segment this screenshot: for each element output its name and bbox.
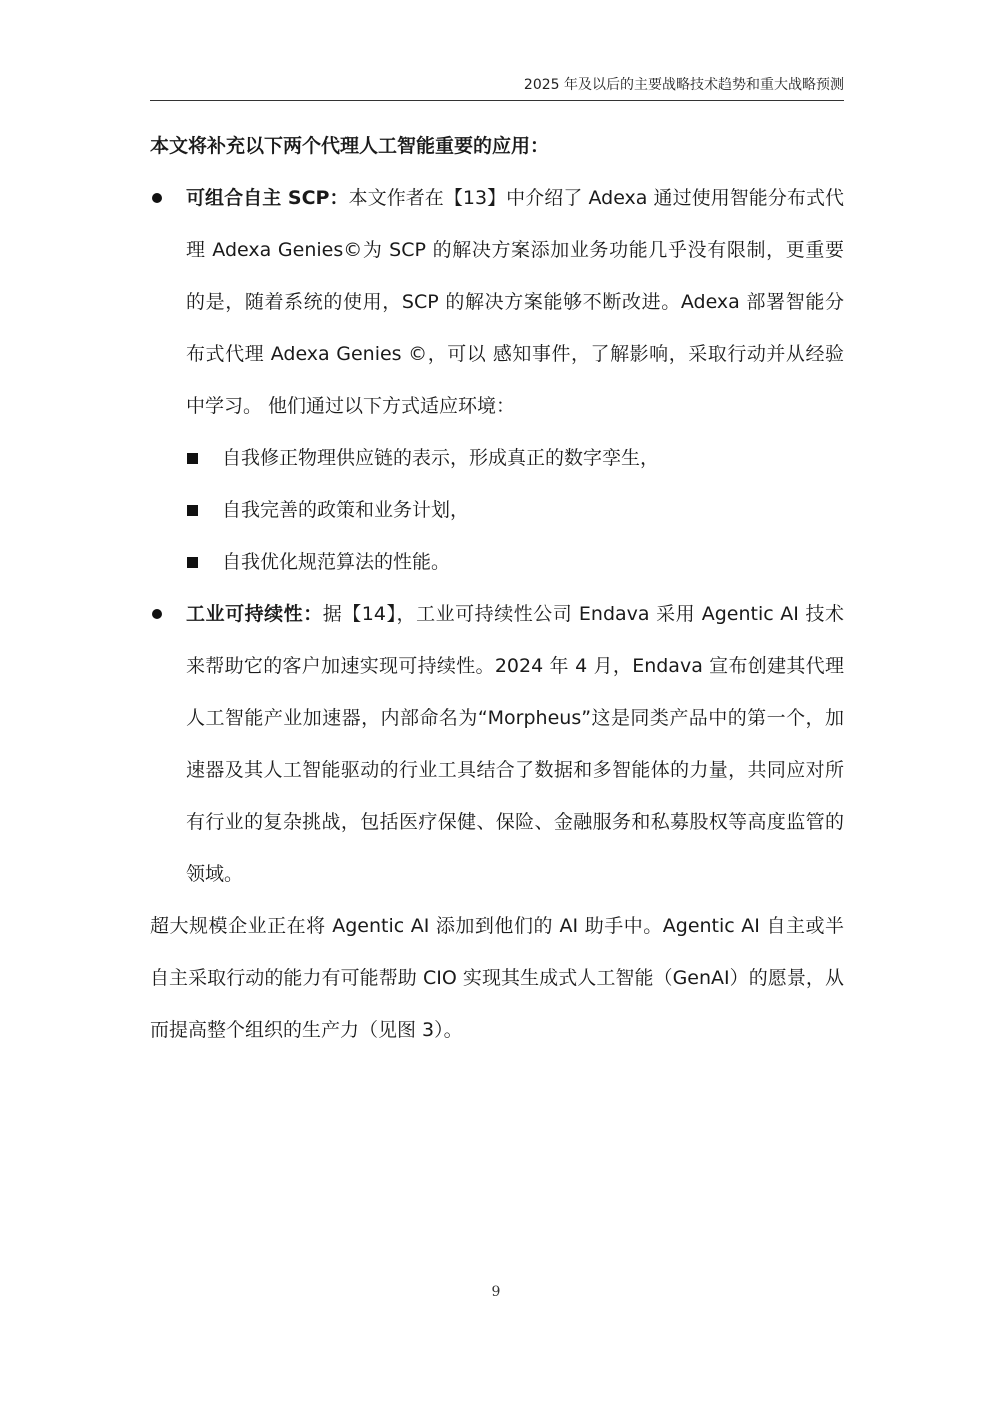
bullet-body: 本文作者在【13】中介绍了 Adexa 通过使用智能分布式代理 Adexa Genies©为 SCP 的解决方案添加业务功能几乎没有限制，更重要的是，随着系统的使用，SCP 的解决方案能够不断改进。Adexa 部署智能分布式代理 Adexa Genies ©，可以 感知事件，了解影响，采取行动并从经验中学习。 他们通过以下方式适应环境：	[186, 187, 845, 417]
sub-list-item-text: 自我完善的政策和业务计划，	[222, 499, 470, 521]
intro-heading: 本文将补充以下两个代理人工智能重要的应用：	[150, 135, 550, 157]
bullet-dot-icon	[152, 609, 162, 619]
bullet-body: 据【14】，工业可持续性公司 Endava 采用 Agentic AI 技术来帮助它的客户加速实现可持续性。2024 年 4 月，Endava 宣布创建其代理人工智能产业加速器，内部命名为“Morpheus”这是同类产品中的第一个，加速器及其人工智能驱动的行业工具结合了数据和多智能体的力量，共同应对所有行业的复杂挑战，包括医疗保健、保险、金融服务和私募股权等高度监管的领域。	[186, 603, 844, 885]
running-header: 2025 年及以后的主要战略技术趋势和重大战略预测	[523, 77, 844, 93]
page-number: 9	[491, 1284, 501, 1300]
bullet-dot-icon	[152, 193, 162, 203]
bullet-title: 可组合自主 SCP：	[186, 187, 349, 209]
square-bullet-icon	[187, 557, 198, 568]
closing-paragraph: 超大规模企业正在将 Agentic AI 添加到他们的 AI 助手中。Agentic AI 自主或半自主采取行动的能力有可能帮助 CIO 实现其生成式人工智能（GenAI）的愿景，从而提高整个组织的生产力（见图 3）。	[150, 915, 844, 1041]
bullet-item-composable-scp	[150, 172, 844, 432]
sub-list-item-text: 自我修正物理供应链的表示，形成真正的数字孪生，	[222, 447, 660, 469]
sub-list-item	[150, 432, 844, 484]
square-bullet-icon	[187, 505, 198, 516]
sub-list-item	[150, 484, 844, 536]
sub-list-item-text: 自我优化规范算法的性能。	[222, 551, 451, 573]
sub-list-item	[150, 536, 844, 588]
bullet-title: 工业可持续性：	[186, 603, 323, 625]
square-bullet-icon	[187, 453, 198, 464]
header-divider	[150, 100, 844, 101]
page-body	[150, 120, 844, 1056]
bullet-item-industrial-sustainability	[150, 588, 844, 900]
